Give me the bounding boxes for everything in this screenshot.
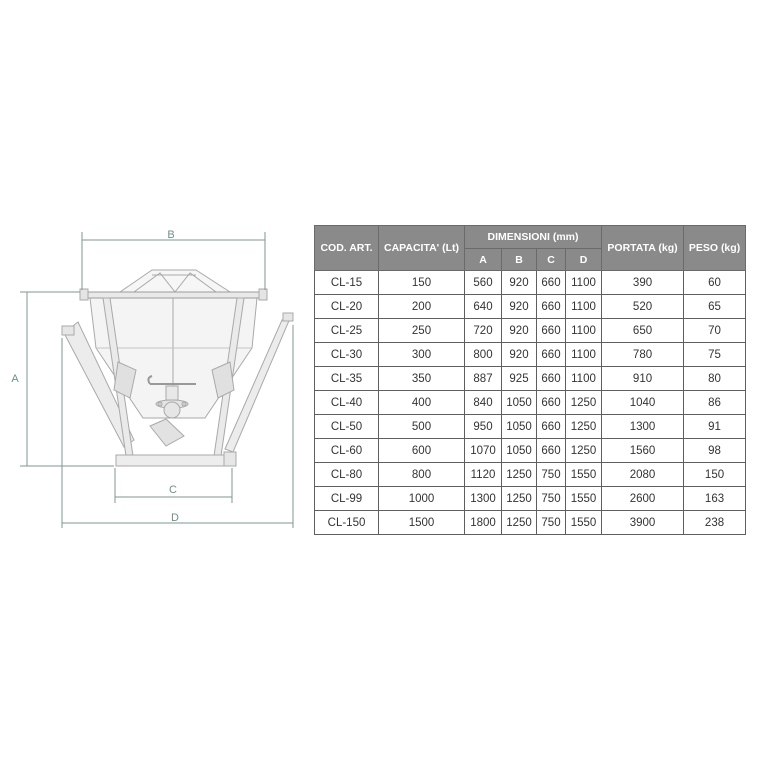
- cell-dim-d: 1550: [566, 487, 602, 511]
- cell-code: CL-60: [315, 439, 379, 463]
- cell-dim-d: 1250: [566, 415, 602, 439]
- cell-load: 650: [602, 319, 684, 343]
- cell-dim-a: 720: [465, 319, 502, 343]
- table-row: [315, 367, 746, 391]
- cell-dim-b: 920: [502, 319, 537, 343]
- cell-weight: 75: [684, 343, 746, 367]
- valve-bolt: [158, 402, 162, 406]
- cell-dim-d: 1250: [566, 439, 602, 463]
- cell-capacity: 200: [379, 295, 465, 319]
- cell-dim-d: 1550: [566, 511, 602, 535]
- cell-dim-a: 1800: [465, 511, 502, 535]
- cell-weight: 163: [684, 487, 746, 511]
- valve-bolt: [182, 402, 186, 406]
- concrete-bucket: [62, 270, 293, 466]
- table-row: [315, 439, 746, 463]
- cell-dim-c: 660: [537, 343, 566, 367]
- cell-dim-a: 560: [465, 271, 502, 295]
- cell-code: CL-150: [315, 511, 379, 535]
- cell-capacity: 400: [379, 391, 465, 415]
- cell-capacity: 800: [379, 463, 465, 487]
- cell-capacity: 300: [379, 343, 465, 367]
- cell-load: 1560: [602, 439, 684, 463]
- cell-load: 520: [602, 295, 684, 319]
- valve-stem: [166, 386, 178, 400]
- cell-dim-d: 1100: [566, 295, 602, 319]
- cell-dim-a: 1070: [465, 439, 502, 463]
- cell-load: 3900: [602, 511, 684, 535]
- cell-dim-d: 1100: [566, 343, 602, 367]
- cell-weight: 86: [684, 391, 746, 415]
- cell-weight: 238: [684, 511, 746, 535]
- cell-weight: 60: [684, 271, 746, 295]
- cell-dim-d: 1100: [566, 319, 602, 343]
- spec-table-header: [315, 226, 746, 271]
- cell-dim-c: 750: [537, 511, 566, 535]
- table-row: [315, 343, 746, 367]
- header-capacity: CAPACITA' (Lt): [379, 226, 465, 271]
- cell-dim-c: 660: [537, 367, 566, 391]
- cell-capacity: 500: [379, 415, 465, 439]
- discharge-chute: [150, 419, 184, 446]
- cell-dim-b: 1250: [502, 487, 537, 511]
- cell-weight: 91: [684, 415, 746, 439]
- cell-weight: 65: [684, 295, 746, 319]
- cell-capacity: 1500: [379, 511, 465, 535]
- rim-tab-left: [80, 289, 88, 300]
- header-dim-c: C: [537, 249, 566, 271]
- dim-d-label: D: [171, 512, 179, 524]
- cell-dim-c: 750: [537, 463, 566, 487]
- bucket-drawing: [0, 0, 310, 560]
- cell-code: CL-25: [315, 319, 379, 343]
- spec-table: [314, 225, 746, 535]
- cell-dim-b: 920: [502, 343, 537, 367]
- cell-dim-d: 1550: [566, 463, 602, 487]
- cell-dim-d: 1100: [566, 367, 602, 391]
- valve-wheel: [164, 402, 180, 418]
- cell-load: 1300: [602, 415, 684, 439]
- base-frame: [116, 455, 234, 466]
- dim-c-label: C: [169, 484, 177, 496]
- cell-code: CL-80: [315, 463, 379, 487]
- cell-weight: 80: [684, 367, 746, 391]
- header-code: COD. ART.: [315, 226, 379, 271]
- base-foot: [224, 452, 236, 466]
- header-dim-b: B: [502, 249, 537, 271]
- cell-dim-a: 640: [465, 295, 502, 319]
- table-row: [315, 511, 746, 535]
- table-row: [315, 463, 746, 487]
- cell-dim-a: 1120: [465, 463, 502, 487]
- bucket-rim: [82, 292, 265, 298]
- cell-capacity: 150: [379, 271, 465, 295]
- cell-code: CL-30: [315, 343, 379, 367]
- cell-load: 2080: [602, 463, 684, 487]
- side-arm-left-cap: [62, 326, 74, 335]
- cell-load: 780: [602, 343, 684, 367]
- cell-dim-d: 1250: [566, 391, 602, 415]
- cell-dim-d: 1100: [566, 271, 602, 295]
- table-row: [315, 319, 746, 343]
- header-dim-a: A: [465, 249, 502, 271]
- cell-dim-c: 660: [537, 391, 566, 415]
- table-row: [315, 415, 746, 439]
- cell-weight: 98: [684, 439, 746, 463]
- cell-code: CL-50: [315, 415, 379, 439]
- header-dimensions: DIMENSIONI (mm): [465, 226, 602, 249]
- header-row: [315, 226, 746, 249]
- cell-dim-a: 840: [465, 391, 502, 415]
- cell-capacity: 350: [379, 367, 465, 391]
- cell-code: CL-35: [315, 367, 379, 391]
- rim-tab-right: [259, 289, 267, 300]
- cell-code: CL-20: [315, 295, 379, 319]
- header-weight: PESO (kg): [684, 226, 746, 271]
- cell-dim-c: 660: [537, 415, 566, 439]
- cell-dim-c: 750: [537, 487, 566, 511]
- lever-arm-right-cap: [283, 313, 293, 321]
- cell-capacity: 600: [379, 439, 465, 463]
- cell-dim-a: 887: [465, 367, 502, 391]
- cell-dim-b: 1050: [502, 415, 537, 439]
- dim-a-label: A: [11, 373, 19, 385]
- cell-load: 390: [602, 271, 684, 295]
- cell-dim-b: 920: [502, 295, 537, 319]
- cell-dim-c: 660: [537, 295, 566, 319]
- cell-dim-b: 925: [502, 367, 537, 391]
- cell-dim-c: 660: [537, 271, 566, 295]
- cell-weight: 150: [684, 463, 746, 487]
- cell-load: 2600: [602, 487, 684, 511]
- cell-dim-b: 1250: [502, 511, 537, 535]
- cell-load: 1040: [602, 391, 684, 415]
- cell-capacity: 250: [379, 319, 465, 343]
- table-row: [315, 271, 746, 295]
- cell-dim-c: 660: [537, 319, 566, 343]
- cell-dim-c: 660: [537, 439, 566, 463]
- lifting-frame: [120, 270, 230, 292]
- cell-capacity: 1000: [379, 487, 465, 511]
- cell-dim-b: 1050: [502, 391, 537, 415]
- cell-code: CL-40: [315, 391, 379, 415]
- dim-b-label: B: [167, 229, 175, 241]
- cell-code: CL-99: [315, 487, 379, 511]
- table-row: [315, 391, 746, 415]
- cell-dim-b: 1250: [502, 463, 537, 487]
- spec-table-body: [315, 271, 746, 535]
- cell-dim-b: 1050: [502, 439, 537, 463]
- cell-weight: 70: [684, 319, 746, 343]
- table-row: [315, 295, 746, 319]
- cell-dim-a: 800: [465, 343, 502, 367]
- header-dim-d: D: [566, 249, 602, 271]
- cell-load: 910: [602, 367, 684, 391]
- cell-dim-a: 950: [465, 415, 502, 439]
- cell-code: CL-15: [315, 271, 379, 295]
- table-row: [315, 487, 746, 511]
- cell-dim-b: 920: [502, 271, 537, 295]
- header-load: PORTATA (kg): [602, 226, 684, 271]
- cell-dim-a: 1300: [465, 487, 502, 511]
